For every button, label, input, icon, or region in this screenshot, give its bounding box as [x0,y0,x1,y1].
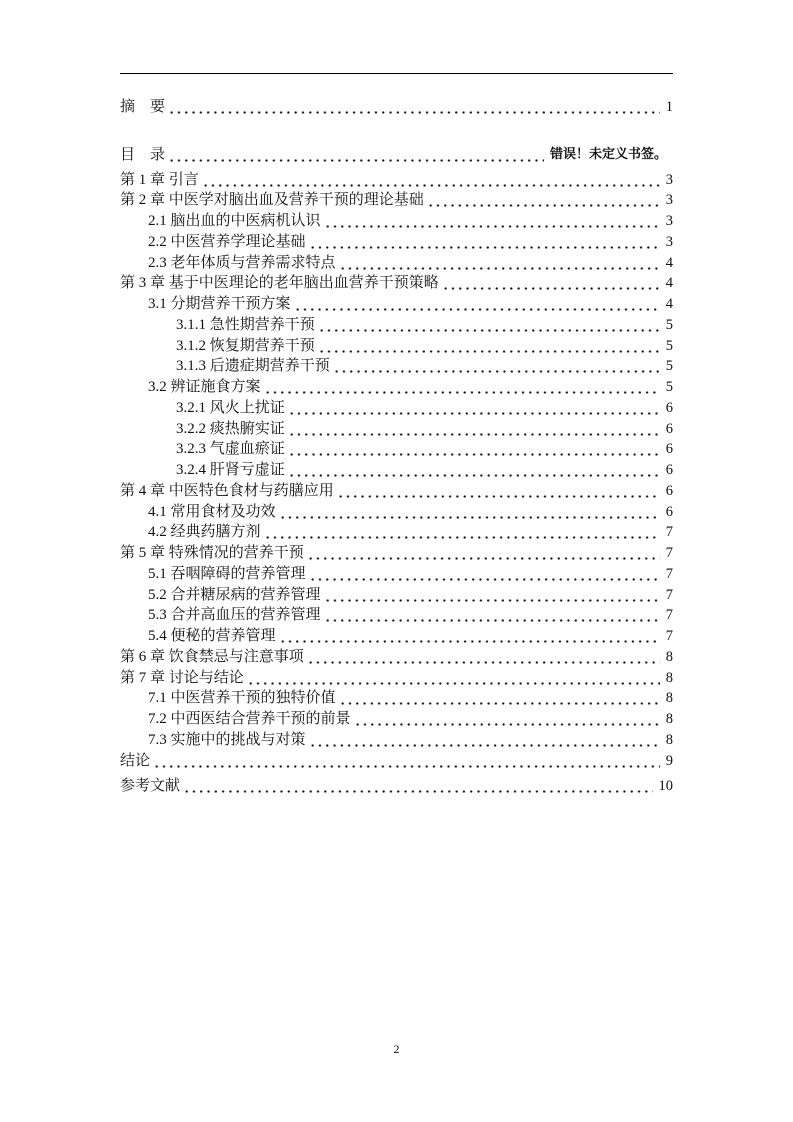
dot-leader [288,460,660,481]
toc-section-entry-page-number: 8 [665,731,673,748]
dot-leader [309,564,660,585]
toc-section-entry [120,502,673,523]
toc-subsection-entry-title: 3.1.2 恢复期营养干预 [176,337,315,354]
toc-section-entry-title: 2.2 中医营养学理论基础 [148,233,306,250]
toc-subsection-entry [120,419,673,440]
toc-section-entry-title: 7.2 中西医结合营养干预的前景 [148,711,351,728]
dot-leader [442,273,660,294]
toc-section-entry-title: 5.3 合并高血压的营养管理 [148,607,321,624]
toc-subsection-entry-page-number: 6 [665,462,673,479]
toc-subsection-entry-title: 3.2.3 气虚血瘀证 [176,441,285,458]
toc-section-entry-title: 7.3 实施中的挑战与对策 [148,731,306,748]
toc-chapter-entry-title: 结论 [120,752,151,769]
dot-leader [264,377,660,398]
toc-contents-block [120,145,673,166]
toc-contents-title: 目 录 [120,146,166,163]
dot-leader [247,668,660,689]
dot-leader [339,253,660,274]
toc-chapter-entry-page-number: 7 [665,545,673,562]
toc-references-title: 参考文献 [120,777,181,794]
toc-section-entry [120,211,673,232]
toc-chapter-entry-page-number: 3 [665,192,673,209]
dot-leader [202,170,660,191]
toc-subsection-entry [120,439,673,460]
toc-section-entry-page-number: 3 [665,233,673,250]
toc-chapter-entry [120,543,673,564]
toc-references-entry [120,776,673,797]
dot-leader [288,439,660,460]
toc-abstract-entry [120,97,673,118]
dot-leader [318,315,660,336]
toc-references-page-number: 10 [658,777,673,794]
dot-leader [288,419,660,440]
toc-subsection-entry-title: 3.2.2 痰热腑实证 [176,420,285,437]
toc-section-entry-title: 2.3 老年体质与营养需求特点 [148,254,336,271]
dot-leader [294,294,660,315]
toc-subsection-entry-title: 3.2.4 肝肾亏虚证 [176,462,285,479]
toc-chapter-entry [120,668,673,689]
dot-leader [279,626,660,647]
toc-section-entry [120,688,673,709]
toc-main-list [120,170,673,772]
toc-subsection-entry-page-number: 5 [665,316,673,333]
toc-subsection-entry-page-number: 5 [665,337,673,354]
toc-section-entry [120,294,673,315]
toc-chapter-entry-page-number: 9 [665,752,673,769]
toc-chapter-entry [120,647,673,668]
dot-leader [318,336,660,357]
dot-leader [153,751,660,772]
toc-abstract-block [120,97,673,118]
toc-section-entry [120,626,673,647]
toc-section-entry-page-number: 4 [665,254,673,271]
toc-subsection-entry [120,398,673,419]
toc-chapter-entry [120,170,673,191]
toc-section-entry-page-number: 7 [665,524,673,541]
toc-subsection-entry-title: 3.1.3 后遗症期营养干预 [176,358,330,375]
dot-leader [324,605,660,626]
toc-section-entry-title: 5.1 吞咽障碍的营养管理 [148,565,306,582]
toc-section-entry-page-number: 8 [665,690,673,707]
toc-subsection-entry [120,356,673,377]
toc-section-entry-title: 3.2 辨证施食方案 [148,379,261,396]
dot-leader [324,211,660,232]
toc-subsection-entry [120,315,673,336]
toc-chapter-entry-title: 第 7 章 讨论与结论 [120,669,244,686]
toc-abstract-page-number: 1 [665,98,673,115]
toc-section-entry [120,585,673,606]
dot-leader [309,232,660,253]
dot-leader [333,356,660,377]
toc-section-entry [120,232,673,253]
toc-references-block [120,776,673,797]
toc-chapter-entry-title: 第 3 章 基于中医理论的老年脑出血营养干预策略 [120,275,439,292]
toc-section-entry [120,522,673,543]
toc-section-entry-page-number: 7 [665,586,673,603]
toc-section-entry [120,605,673,626]
dot-leader [307,647,660,668]
toc-chapter-entry [120,190,673,211]
toc-chapter-entry-page-number: 8 [665,648,673,665]
toc-subsection-entry-page-number: 6 [665,441,673,458]
toc-chapter-entry-title: 第 5 章 特殊情况的营养干预 [120,545,304,562]
toc-subsection-entry-title: 3.1.1 急性期营养干预 [176,316,315,333]
toc-subsection-entry-title: 3.2.1 风火上扰证 [176,399,285,416]
toc-section-entry-page-number: 7 [665,628,673,645]
dot-leader [427,190,660,211]
toc-chapter-entry-title: 第 4 章 中医特色食材与药膳应用 [120,482,334,499]
toc-section-entry-title: 4.1 常用食材及功效 [148,503,276,520]
toc-section-entry-title: 4.2 经典药膳方剂 [148,524,261,541]
toc-abstract-title: 摘 要 [120,98,166,115]
toc-section-entry-page-number: 7 [665,607,673,624]
dot-leader [168,145,544,166]
toc-section-entry-page-number: 5 [665,379,673,396]
toc-subsection-entry-page-number: 6 [665,399,673,416]
toc-section-entry-title: 5.2 合并糖尿病的营养管理 [148,586,321,603]
toc-chapter-entry-title: 第 1 章 引言 [120,171,199,188]
footer-page-number: 2 [393,1042,400,1056]
toc-chapter-entry-page-number: 4 [665,275,673,292]
toc-section-entry-title: 2.1 脑出血的中医病机认识 [148,213,321,230]
dot-leader [309,730,660,751]
dot-leader [288,398,660,419]
toc-subsection-entry [120,460,673,481]
dot-leader [307,543,660,564]
toc-section-entry-page-number: 7 [665,565,673,582]
dot-leader [168,97,660,118]
toc-section-entry-page-number: 8 [665,711,673,728]
header-rule [120,73,673,74]
toc-section-entry [120,377,673,398]
toc-section-entry [120,253,673,274]
toc-chapter-entry-title: 第 2 章 中医学对脑出血及营养干预的理论基础 [120,192,424,209]
toc-section-entry-title: 5.4 便秘的营养管理 [148,628,276,645]
dot-leader [339,688,660,709]
toc-section-entry-title: 3.1 分期营养干预方案 [148,296,291,313]
toc-section-entry [120,564,673,585]
toc-chapter-entry-page-number: 6 [665,482,673,499]
toc-section-entry-page-number: 4 [665,296,673,313]
toc-contents-entry [120,145,673,166]
toc-section-entry-page-number: 6 [665,503,673,520]
dot-leader [324,585,660,606]
dot-leader [264,522,660,543]
dot-leader [354,709,660,730]
toc-section-entry-title: 7.1 中医营养干预的独特价值 [148,690,336,707]
toc-chapter-entry-title: 第 6 章 饮食禁忌与注意事项 [120,648,304,665]
toc-section-entry [120,709,673,730]
toc-section-entry [120,730,673,751]
dot-leader [337,481,660,502]
toc-subsection-entry [120,336,673,357]
toc-subsection-entry-page-number: 6 [665,420,673,437]
dot-leader [183,776,652,797]
toc-section-entry-page-number: 3 [665,213,673,230]
toc-chapter-entry [120,751,673,772]
toc-chapter-entry-page-number: 3 [665,171,673,188]
toc-bookmark-error-text: 错误！未定义书签。 [549,146,667,162]
toc-subsection-entry-page-number: 5 [665,358,673,375]
toc-chapter-entry-page-number: 8 [665,669,673,686]
toc-chapter-entry [120,273,673,294]
toc-chapter-entry [120,481,673,502]
dot-leader [279,502,660,523]
